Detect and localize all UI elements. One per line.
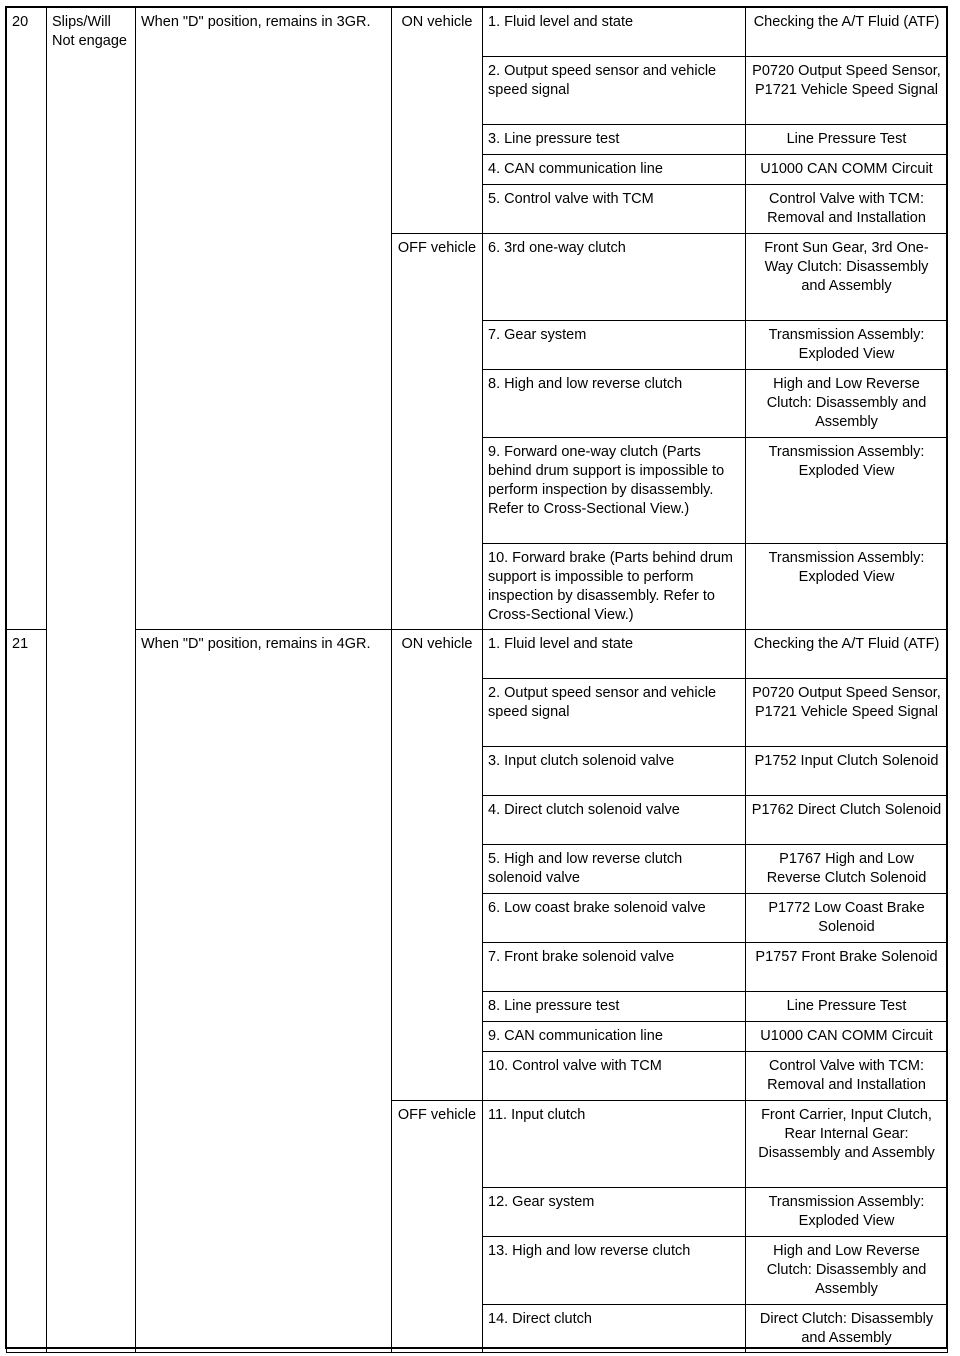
reference-cell: P1772 Low Coast Brake Solenoid	[746, 894, 948, 943]
table-row	[7, 630, 948, 679]
check-item-cell: 5. High and low reverse clutch solenoid valve	[483, 845, 746, 894]
reference-cell: Control Valve with TCM: Removal and Installation	[746, 185, 948, 234]
reference-cell: Direct Clutch: Disassembly and Assembly	[746, 1305, 948, 1353]
location-cell: OFF vehicle	[392, 234, 483, 630]
reference-cell: P1767 High and Low Reverse Clutch Solenoid	[746, 845, 948, 894]
reference-cell: Transmission Assembly: Exploded View	[746, 321, 948, 370]
reference-cell: Front Sun Gear, 3rd One-Way Clutch: Disassembly and Assembly	[746, 234, 948, 321]
reference-cell: High and Low Reverse Clutch: Disassembly and Assembly	[746, 370, 948, 438]
check-item-cell: 3. Line pressure test	[483, 125, 746, 155]
check-item-cell: 9. Forward one-way clutch (Parts behind drum support is impossible to perform inspection by disassembly. Refer to Cross-Sectional View.)	[483, 438, 746, 544]
location-cell: OFF vehicle	[392, 1101, 483, 1353]
check-item-cell: 5. Control valve with TCM	[483, 185, 746, 234]
reference-cell: Checking the A/T Fluid (ATF)	[746, 8, 948, 57]
reference-cell: Front Carrier, Input Clutch, Rear Internal Gear: Disassembly and Assembly	[746, 1101, 948, 1188]
reference-cell: Line Pressure Test	[746, 992, 948, 1022]
reference-cell: Transmission Assembly: Exploded View	[746, 438, 948, 544]
check-item-cell: 2. Output speed sensor and vehicle speed signal	[483, 57, 746, 125]
check-item-cell: 12. Gear system	[483, 1188, 746, 1237]
symptom-cell: Slips/Will Not engage	[47, 8, 136, 1353]
check-item-cell: 1. Fluid level and state	[483, 630, 746, 679]
check-item-cell: 9. CAN communication line	[483, 1022, 746, 1052]
diagnosis-table	[6, 7, 948, 1353]
reference-cell: U1000 CAN COMM Circuit	[746, 155, 948, 185]
reference-cell: U1000 CAN COMM Circuit	[746, 1022, 948, 1052]
check-item-cell: 4. CAN communication line	[483, 155, 746, 185]
condition-cell: When "D" position, remains in 3GR.	[136, 8, 392, 630]
check-item-cell: 10. Forward brake (Parts behind drum support is impossible to perform inspection by disassembly. Refer to Cross-Sectional View.)	[483, 544, 746, 630]
check-item-cell: 10. Control valve with TCM	[483, 1052, 746, 1101]
reference-cell: P0720 Output Speed Sensor, P1721 Vehicle Speed Signal	[746, 679, 948, 747]
check-item-cell: 8. High and low reverse clutch	[483, 370, 746, 438]
check-item-cell: 6. 3rd one-way clutch	[483, 234, 746, 321]
check-item-cell: 8. Line pressure test	[483, 992, 746, 1022]
reference-cell: P0720 Output Speed Sensor, P1721 Vehicle Speed Signal	[746, 57, 948, 125]
reference-cell: High and Low Reverse Clutch: Disassembly and Assembly	[746, 1237, 948, 1305]
item-number-cell: 20	[7, 8, 47, 630]
reference-cell: P1757 Front Brake Solenoid	[746, 943, 948, 992]
reference-cell: P1762 Direct Clutch Solenoid	[746, 796, 948, 845]
reference-cell: Transmission Assembly: Exploded View	[746, 544, 948, 630]
reference-cell: Transmission Assembly: Exploded View	[746, 1188, 948, 1237]
check-item-cell: 3. Input clutch solenoid valve	[483, 747, 746, 796]
location-cell: ON vehicle	[392, 630, 483, 1101]
reference-cell: Checking the A/T Fluid (ATF)	[746, 630, 948, 679]
check-item-cell: 1. Fluid level and state	[483, 8, 746, 57]
check-item-cell: 11. Input clutch	[483, 1101, 746, 1188]
check-item-cell: 14. Direct clutch	[483, 1305, 746, 1353]
check-item-cell: 13. High and low reverse clutch	[483, 1237, 746, 1305]
reference-cell: P1752 Input Clutch Solenoid	[746, 747, 948, 796]
location-cell: ON vehicle	[392, 8, 483, 234]
check-item-cell: 4. Direct clutch solenoid valve	[483, 796, 746, 845]
table-row	[7, 8, 948, 57]
condition-cell: When "D" position, remains in 4GR.	[136, 630, 392, 1353]
table-body	[7, 8, 948, 1353]
reference-cell: Control Valve with TCM: Removal and Installation	[746, 1052, 948, 1101]
check-item-cell: 2. Output speed sensor and vehicle speed signal	[483, 679, 746, 747]
check-item-cell: 6. Low coast brake solenoid valve	[483, 894, 746, 943]
item-number-cell: 21	[7, 630, 47, 1353]
check-item-cell: 7. Gear system	[483, 321, 746, 370]
check-item-cell: 7. Front brake solenoid valve	[483, 943, 746, 992]
reference-cell: Line Pressure Test	[746, 125, 948, 155]
